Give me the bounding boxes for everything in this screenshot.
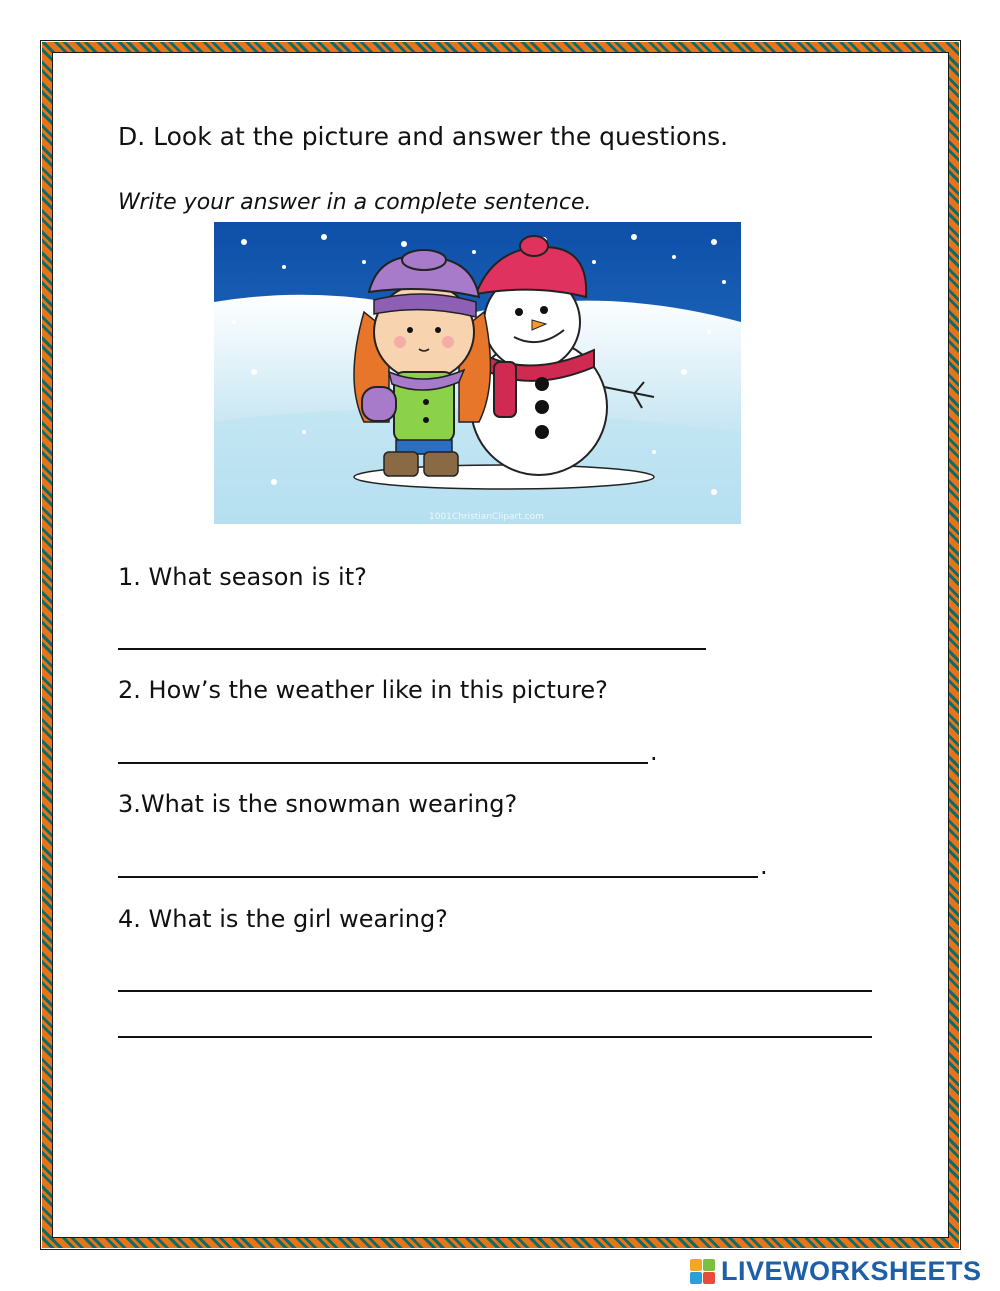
picture-watermark: 1001ChristianClipart.com: [429, 512, 544, 522]
answer-3-period: .: [760, 852, 768, 880]
question-1-text: 1. What season is it?: [118, 563, 367, 591]
answer-2-period: .: [650, 738, 658, 766]
answer-line-4b[interactable]: [118, 1036, 872, 1038]
answer-line-3[interactable]: [118, 876, 758, 878]
logo-block: [690, 1272, 702, 1284]
winter-scene-picture: [214, 222, 741, 524]
liveworksheets-logo: [690, 1254, 982, 1288]
question-3-text: 3.What is the snowman wearing?: [118, 790, 518, 818]
logo-block: [703, 1259, 715, 1271]
answer-line-1[interactable]: [118, 648, 706, 650]
question-4-text: 4. What is the girl wearing?: [118, 905, 448, 933]
worksheet-heading: D. Look at the picture and answer the questions.: [118, 122, 729, 151]
logo-block: [690, 1259, 702, 1271]
answer-line-2[interactable]: [118, 762, 648, 764]
answer-line-4a[interactable]: [118, 990, 872, 992]
worksheet-instruction: Write your answer in a complete sentence.: [118, 190, 592, 215]
brand-name: LIVEWORKSHEETS: [721, 1255, 982, 1286]
question-2-text: 2. How’s the weather like in this picture?: [118, 676, 608, 704]
logo-block: [703, 1272, 715, 1284]
logo-blocks-icon: [690, 1259, 715, 1284]
